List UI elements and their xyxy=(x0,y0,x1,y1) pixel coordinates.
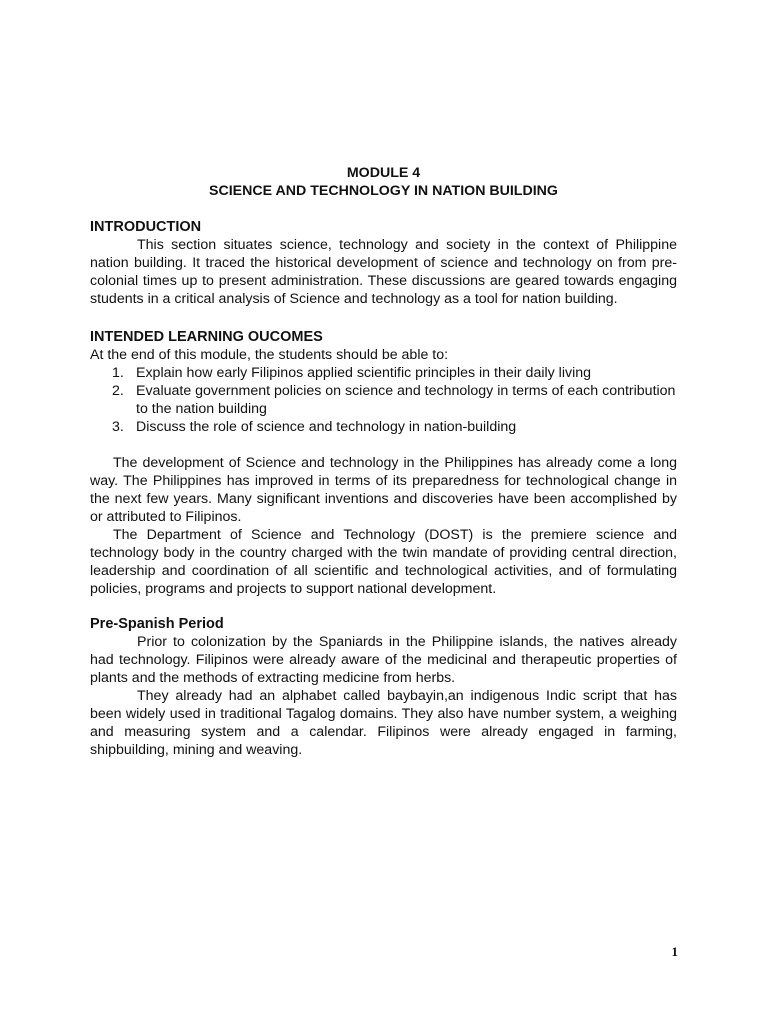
body-paragraph: The Department of Science and Technology (DOST) is the premiere science and technology body in the country charged with the twin mandate of providing central direction, leadership and coordination of all scientific and technological activities, and of formulating policies, programs and projects to support national development. xyxy=(90,527,677,597)
outcomes-list xyxy=(90,364,677,436)
introduction-paragraph: This section situates science, technology and society in the context of Philippine nation building. It traced the historical development of science and technology on from pre-colonial times up to present administration. These discussions are geared towards engaging students in a critical analysis of Science and technology as a tool for nation building. xyxy=(90,237,677,307)
list-item-number: 2. xyxy=(112,383,124,399)
outcomes-heading: INTENDED LEARNING OUCOMES xyxy=(90,329,323,345)
list-item xyxy=(90,382,677,418)
list-item-text: Evaluate government policies on science and technology in terms of each contribution to the nation building xyxy=(136,383,676,417)
pre-spanish-paragraph: Prior to colonization by the Spaniards in the Philippine islands, the natives already had technology. Filipinos were already aware of the medicinal and therapeutic properties of plants and the methods of extracting medicine from herbs. xyxy=(90,634,677,686)
list-item xyxy=(90,418,677,436)
introduction-heading: INTRODUCTION xyxy=(90,219,202,235)
body-paragraph: The development of Science and technology in the Philippines has already come a long way. The Philippines has improved in terms of its preparedness for technological change in the next few years. Many significant inventions and discoveries have been accomplished by or attributed to Filipinos. xyxy=(90,455,677,525)
outcomes-lead: At the end of this module, the students should be able to: xyxy=(90,347,449,363)
page-number: 1 xyxy=(671,944,678,959)
list-item-text: Discuss the role of science and technology in nation-building xyxy=(136,419,517,435)
pre-spanish-heading: Pre-Spanish Period xyxy=(90,616,224,632)
document-page xyxy=(90,164,677,759)
module-label: MODULE 4 xyxy=(346,165,421,181)
module-title: SCIENCE AND TECHNOLOGY IN NATION BUILDING xyxy=(209,183,558,199)
list-item-number: 1. xyxy=(112,365,124,381)
list-item-text: Explain how early Filipinos applied scientific principles in their daily living xyxy=(136,365,592,381)
pre-spanish-paragraph: They already had an alphabet called baybayin,an indigenous Indic script that has been widely used in traditional Tagalog domains. They also have number system, a weighing and measuring system and a calendar. Filipinos were already engaged in farming, shipbuilding, mining and weaving. xyxy=(90,688,677,758)
list-item-number: 3. xyxy=(112,419,124,435)
list-item xyxy=(90,364,677,382)
